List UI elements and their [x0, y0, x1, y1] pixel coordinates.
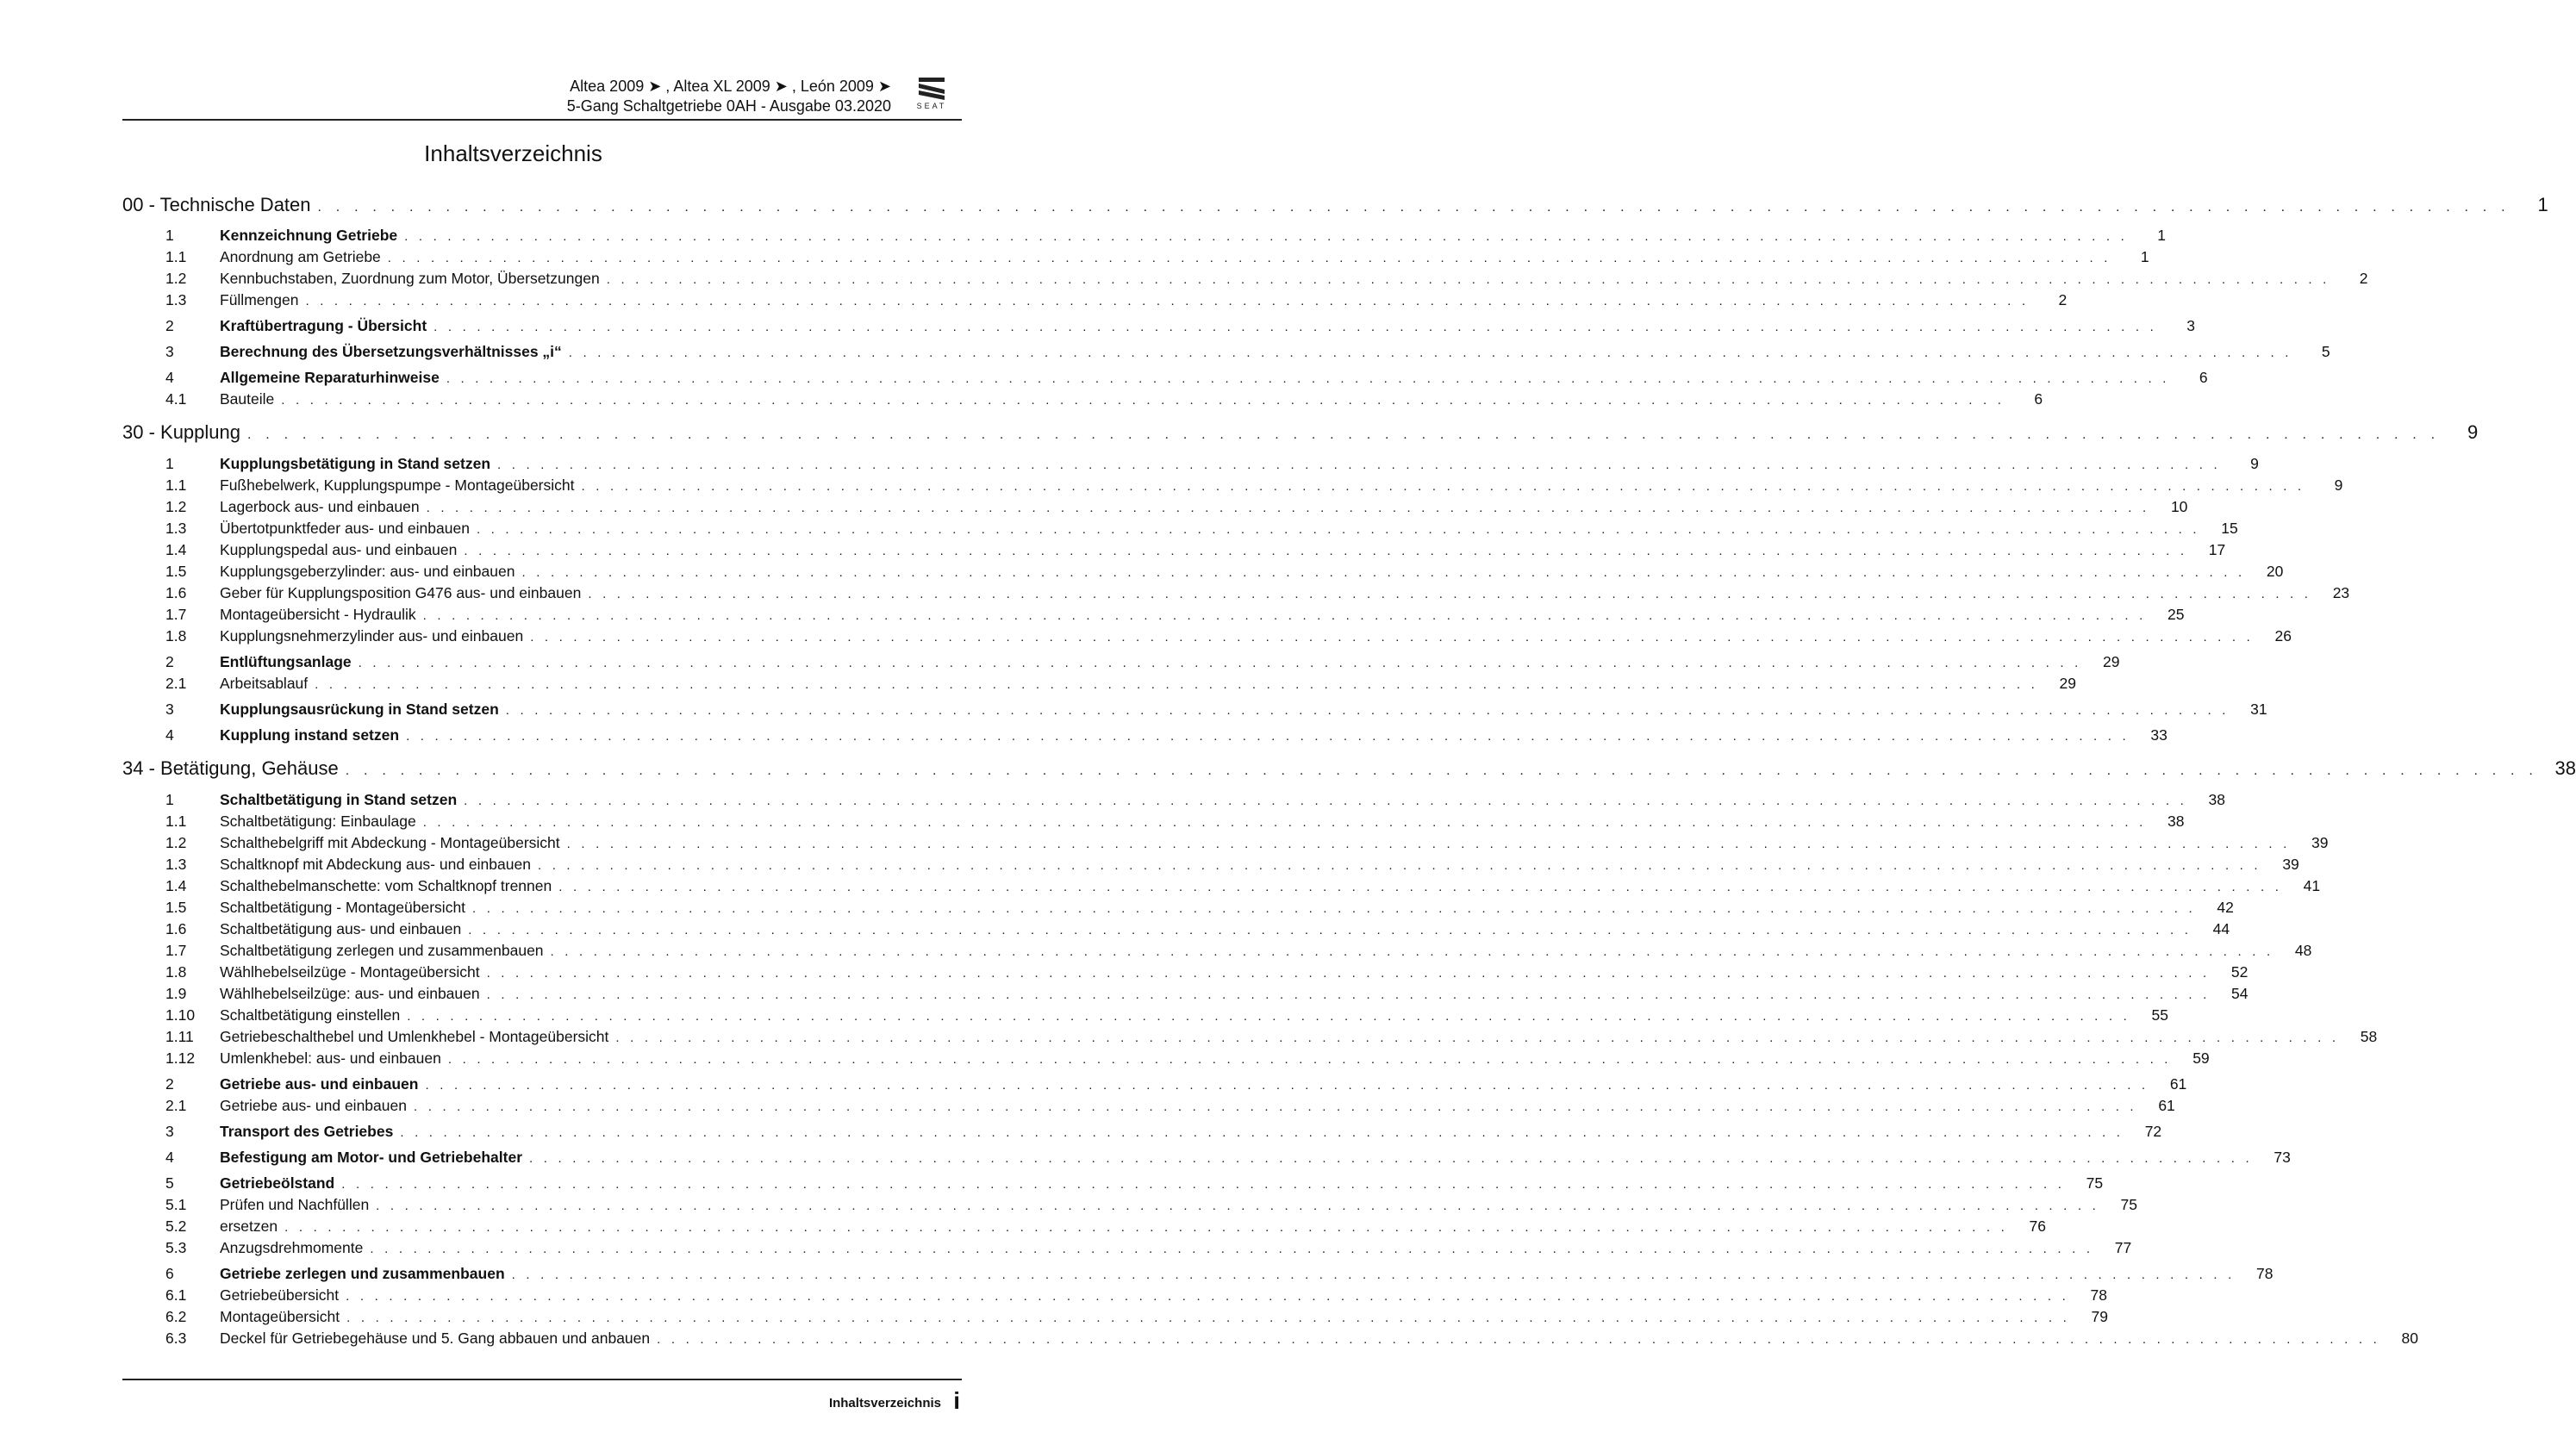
toc-entry[interactable] [122, 854, 2299, 876]
toc-leader-dots: . . . . . . . . . . . . . . . . . . . . . . . . . . . . . . . . . . . . . . . . . . . . . . . . . . . . . . . . . . . . . . . . . . . . . . . . . . . . . . . . . . . . . . . . . . . . . . . . . . . . . . . . . . . . . . . . . . . . . . . . [606, 272, 2330, 287]
toc-entry-title: Schaltbetätigung in Stand setzen [220, 791, 458, 808]
toc-entry[interactable] [122, 699, 2267, 721]
toc-entry-number: 1 [165, 227, 174, 244]
toc-entry-title: Arbeitsablauf [220, 675, 309, 692]
toc-entry-page: 76 [2029, 1217, 2046, 1235]
toc-entry-page: 29 [2059, 675, 2076, 692]
toc-leader-dots: . . . . . . . . . . . . . . . . . . . . . . . . . . . . . . . . . . . . . . . . . . . . . . . . . . . . . . . . . . . . . . . . . . . . . . . . . . . . . . . . . . . . . . . . . . . . . . . . . . . . . . . . . . . . . . . . . . . . . . . . [464, 794, 2187, 808]
toc-leader-dots: . . . . . . . . . . . . . . . . . . . . . . . . . . . . . . . . . . . . . . . . . . . . . . . . . . . . . . . . . . . . . . . . . . . . . . . . . . . . . . . . . . . . . . . . . . . . . . . . . . . . . . . . . . . . . . . . . . . . . . . . [422, 608, 2147, 623]
toc-entry-title: Kupplungsnehmerzylinder aus- und einbauen [220, 627, 524, 645]
toc-entry-number: 5.2 [165, 1217, 187, 1235]
toc-entry-page: 39 [2282, 856, 2299, 873]
toc-entry-number: 3 [165, 701, 174, 718]
toc-entry-title: Kraftübertragung - Übersicht [220, 317, 427, 334]
toc-leader-dots: . . . . . . . . . . . . . . . . . . . . . . . . . . . . . . . . . . . . . . . . . . . . . . . . . . . . . . . . . . . . . . . . . . . . . . . . . . . . . . . . . . . . . . . . . . . . . . . . . . . . . . . . . . . . . . . . . . . . . . . . [497, 458, 2221, 472]
toc-entry[interactable] [122, 1328, 2418, 1350]
toc-entry-title: Schaltbetätigung - Montageübersicht [220, 899, 466, 916]
toc-entry-page: 52 [2230, 963, 2249, 981]
toc-entry[interactable] [122, 1194, 2137, 1217]
toc-leader-dots: . . . . . . . . . . . . . . . . . . . . . . . . . . . . . . . . . . . . . . . . . . . . . . . . . . . . . . . . . . . . . . . . . . . . . . . . . . . . . . . . . . . . . . . . . . . . . . . . . . . . . . . . . . . . . . . . . . . . . . . . [425, 1078, 2149, 1093]
toc-entry-page: 75 [2120, 1196, 2137, 1213]
toc-entry-number: 2.1 [165, 675, 187, 692]
toc-leader-dots: . . . . . . . . . . . . . . . . . . . . . . . . . . . . . . . . . . . . . . . . . . . . . . . . . . . . . . . . . . . . . . . . . . . . . . . . . . . . . . . . . . . . . . . . . . . . . . . . . . . . . . . . . . . . . . . . . . . . . . . . [486, 966, 2211, 981]
toc-entry[interactable] [122, 582, 2350, 605]
toc-entry-number: 1.3 [165, 856, 187, 873]
toc-leader-dots: . . . . . . . . . . . . . . . . . . . . . . . . . . . . . . . . . . . . . . . . . . . . . . . . . . . . . . . . . . . . . . . . . . . . . . . . . . . . . . . . . . . . . . . . . . . . . . . . . . . . . . . . . . . . . . . . . . . . . . . . [615, 1031, 2340, 1045]
toc-entry-number: 4.1 [165, 390, 187, 408]
toc-leader-dots: . . . . . . . . . . . . . . . . . . . . . . . . . . . . . . . . . . . . . . . . . . . . . . . . . . . . . . . . . . . . . . . . . . . . . . . . . . . . . . . . . . . . . . . . . . . . . . . . . . . . . . . . . . . . . . . . . . . . . . . . [558, 880, 2283, 894]
toc-entry-title: Anzugsdrehmomente [220, 1239, 364, 1256]
toc-entry-title: 30 - Kupplung [122, 421, 240, 443]
toc-leader-dots: . . . . . . . . . . . . . . . . . . . . . . . . . . . . . . . . . . . . . . . . . . . . . . . . . . . . . . . . . . . . . . . . . . . . . . . . . . . . . . . . . . . . . . . . . . . . . . . . . . . . . . . . . . . . . . . . . . . . . . . . [341, 1177, 2066, 1192]
toc-entry[interactable] [122, 1216, 2046, 1238]
toc-entry-page: 26 [2274, 627, 2292, 645]
document-title: Inhaltsverzeichnis [424, 140, 602, 166]
toc-entry-title: Befestigung am Motor- und Getriebehalter [220, 1149, 522, 1166]
toc-entry-title: Montageübersicht [220, 1308, 340, 1325]
toc-entry-title: Geber für Kupplungsposition G476 aus- und einbauen [220, 584, 582, 601]
toc-entry-page: 79 [2091, 1308, 2108, 1325]
toc-entry-title: Anordnung am Getriebe [220, 248, 381, 265]
toc-entry-title: Kupplungsausrückung in Stand setzen [220, 701, 499, 718]
toc-entry[interactable] [122, 940, 2312, 962]
toc-leader-dots: . . . . . . . . . . . . . . . . . . . . . . . . . . . . . . . . . . . . . . . . . . . . . . . . . . . . . . . . . . . . . . . . . . . . . . . . . . . . . . . . . . . . . . . . . . . . . . . . . . . . . . . . . . . . . . . . . . . . . . . . [400, 1125, 2124, 1140]
toc-entry-number: 1.3 [165, 520, 187, 537]
toc-entry-title: Deckel für Getriebegehäuse und 5. Gang abbauen und anbauen [220, 1330, 651, 1347]
toc-entry-title: Kupplung instand setzen [220, 726, 400, 744]
toc-entry[interactable] [122, 651, 2120, 674]
toc-entry[interactable] [122, 518, 2238, 540]
toc-entry-page: 58 [2360, 1028, 2378, 1045]
page-header [122, 74, 962, 121]
toc-entry-page: 39 [2311, 834, 2329, 851]
toc-leader-dots: . . . . . . . . . . . . . . . . . . . . . . . . . . . . . . . . . . . . . . . . . . . . . . . . . . . . . . . . . . . . . . . . . . . . . . . . . . . . . . . . . . . . . . . . . . . . . . . . . . . . . . . . . . . . . . . . . . . . . . . . [472, 901, 2196, 916]
toc-entry-title: 00 - Technische Daten [122, 194, 311, 215]
toc-entry-number: 4 [165, 369, 174, 386]
toc-entry-title: Umlenkhebel: aus- und einbauen [220, 1049, 441, 1067]
toc-leader-dots: . . . . . . . . . . . . . . . . . . . . . . . . . . . . . . . . . . . . . . . . . . . . . . . . . . . . . . . . . . . . . . . . . . . . . . . . . . . . . . . . . . . . . . . . . . . . . . . . . . . . . . . . . . . . . . . . . . . . . . . . [406, 729, 2130, 744]
toc-entry[interactable] [122, 1306, 2108, 1329]
toc-entry-title: Prüfen und Nachfüllen [220, 1196, 370, 1213]
toc-entry-page: 78 [2256, 1265, 2273, 1282]
toc-leader-dots: . . . . . . . . . . . . . . . . . . . . . . . . . . . . . . . . . . . . . . . . . . . . . . . . . . . . . . . . . . . . . . . . . . . . . . . . . . . . . . . . . . . . . . . . . . . . . . . . . . . . . . . . . . . . . . . . . . . . . . . . [317, 200, 2511, 215]
toc-entry-title: Füllmengen [220, 291, 299, 308]
toc-entry-number: 1.7 [165, 942, 187, 959]
toc-entry[interactable] [122, 725, 2167, 747]
toc-entry[interactable] [122, 1121, 2162, 1143]
toc-entry-page: 23 [2332, 584, 2350, 601]
toc-entry-title: Getriebe aus- und einbauen [220, 1075, 419, 1093]
toc-entry-number: 1.8 [165, 963, 187, 981]
toc-entry-title: Getriebeschalthebel und Umlenkhebel - Montageübersicht [220, 1028, 609, 1045]
toc-entry-number: 2.1 [165, 1097, 187, 1114]
toc-entry[interactable] [122, 475, 2343, 497]
toc-entry-number: 1.1 [165, 248, 187, 265]
toc-entry-number: 1.12 [165, 1049, 196, 1067]
toc-entry-page: 9 [2467, 421, 2479, 443]
toc-entry-title: Getriebe aus- und einbauen [220, 1097, 407, 1114]
toc-leader-dots: . . . . . . . . . . . . . . . . . . . . . . . . . . . . . . . . . . . . . . . . . . . . . . . . . . . . . . . . . . . . . . . . . . . . . . . . . . . . . . . . . . . . . . . . . . . . . . . . . . . . . . . . . . . . . . . . . . . . . . . . [305, 294, 2030, 308]
toc-leader-dots: . . . . . . . . . . . . . . . . . . . . . . . . . . . . . . . . . . . . . . . . . . . . . . . . . . . . . . . . . . . . . . . . . . . . . . . . . . . . . . . . . . . . . . . . . . . . . . . . . . . . . . . . . . . . . . . . . . . . . . . . [588, 587, 2312, 601]
toc-entry[interactable] [122, 539, 2226, 562]
toc-entry-number: 1.6 [165, 584, 187, 601]
toc-entry-title: Lagerbock aus- und einbauen [220, 498, 420, 515]
toc-entry-number: 1.9 [165, 985, 187, 1002]
page-footer [122, 1379, 962, 1414]
toc-entry-page: 1 [2157, 227, 2166, 244]
toc-entry-title: Getriebeübersicht [220, 1286, 340, 1304]
toc-entry-page: 38 [2554, 757, 2576, 779]
toc-entry-number: 1.1 [165, 476, 187, 494]
toc-entry-number: 2 [165, 317, 174, 334]
toc-entry-page: 72 [2144, 1123, 2162, 1140]
footer-label: Inhaltsverzeichnis [828, 1396, 941, 1411]
toc-entry-page: 73 [2273, 1149, 2291, 1166]
logo-wordmark: SEAT [916, 102, 947, 110]
toc-entry-number: 3 [165, 343, 174, 360]
toc-entry[interactable] [122, 897, 2234, 919]
toc-entry-page: 77 [2114, 1239, 2132, 1256]
toc-entry[interactable] [122, 225, 2166, 247]
toc-entry-page: 41 [2303, 877, 2321, 894]
toc-entry[interactable] [122, 1026, 2378, 1049]
toc-entry-page: 80 [2401, 1330, 2418, 1347]
toc-leader-dots: . . . . . . . . . . . . . . . . . . . . . . . . . . . . . . . . . . . . . . . . . . . . . . . . . . . . . . . . . . . . . . . . . . . . . . . . . . . . . . . . . . . . . . . . . . . . . . . . . . . . . . . . . . . . . . . . . . . . . . . . [447, 1052, 2172, 1067]
toc-leader-dots: . . . . . . . . . . . . . . . . . . . . . . . . . . . . . . . . . . . . . . . . . . . . . . . . . . . . . . . . . . . . . . . . . . . . . . . . . . . . . . . . . . . . . . . . . . . . . . . . . . . . . . . . . . . . . . . . . . . . . . . . [422, 815, 2147, 830]
toc-entry-number: 6.2 [165, 1308, 187, 1325]
toc-entry-title: Getriebeölstand [220, 1174, 335, 1192]
toc-entry-title: Wählhebelseilzüge: aus- und einbauen [220, 985, 480, 1002]
toc-leader-dots: . . . . . . . . . . . . . . . . . . . . . . . . . . . . . . . . . . . . . . . . . . . . . . . . . . . . . . . . . . . . . . . . . . . . . . . . . . . . . . . . . . . . . . . . . . . . . . . . . . . . . . . . . . . . . . . . . . . . . . . . [530, 630, 2255, 645]
toc-entry-number: 3 [165, 1123, 174, 1140]
toc-entry-title: Schaltbetätigung aus- und einbauen [220, 920, 462, 937]
toc-leader-dots: . . . . . . . . . . . . . . . . . . . . . . . . . . . . . . . . . . . . . . . . . . . . . . . . . . . . . . . . . . . . . . . . . . . . . . . . . . . . . . . . . . . . . . . . . . . . . . . . . . . . . . . . . . . . . . . . . . . . . . . . [284, 1220, 2008, 1235]
toc-entry-title: Entlüftungsanlage [220, 653, 352, 670]
toc-leader-dots: . . . . . . . . . . . . . . . . . . . . . . . . . . . . . . . . . . . . . . . . . . . . . . . . . . . . . . . . . . . . . . . . . . . . . . . . . . . . . . . . . . . . . . . . . . . . . . . . . . . . . . . . . . . . . . . . . . . . . . . . [511, 1267, 2236, 1282]
toc-entry[interactable] [122, 1095, 2175, 1118]
toc-entry-title: ersetzen [220, 1217, 278, 1235]
toc-entry[interactable] [122, 1237, 2132, 1260]
toc-leader-dots: . . . . . . . . . . . . . . . . . . . . . . . . . . . . . . . . . . . . . . . . . . . . . . . . . . . . . . . . . . . . . . . . . . . . . . . . . . . . . . . . . . . . . . . . . . . . . . . . . . . . . . . . . . . . . . . . . . . . . . . . [413, 1099, 2137, 1114]
toc-entry-page: 31 [2250, 701, 2267, 718]
toc-entry[interactable] [122, 673, 2076, 695]
toc-entry-page: 1 [2537, 194, 2548, 215]
toc-entry[interactable] [122, 1173, 2104, 1195]
toc-entry-page: 15 [2221, 520, 2238, 537]
header-edition: 5-Gang Schaltgetriebe 0AH - Ausgabe 03.2020 [566, 97, 891, 115]
toc-entry-title: Wählhebelseilzüge - Montageübersicht [220, 963, 480, 981]
toc-entry-title: Schaltbetätigung: Einbaulage [220, 813, 416, 830]
toc-chapter[interactable] [122, 757, 2576, 784]
toc-leader-dots: . . . . . . . . . . . . . . . . . . . . . . . . . . . . . . . . . . . . . . . . . . . . . . . . . . . . . . . . . . . . . . . . . . . . . . . . . . . . . . . . . . . . . . . . . . . . . . . . . . . . . . . . . . . . . . . . . . . . . . . . [486, 987, 2211, 1002]
toc-entry-page: 42 [2217, 899, 2234, 916]
toc-entry-title: Berechnung des Übersetzungsverhältnisses „i“ [220, 343, 562, 360]
toc-entry-page: 33 [2150, 726, 2167, 744]
toc-entry[interactable] [122, 875, 2321, 898]
toc-entry[interactable] [122, 604, 2185, 626]
toc-leader-dots: . . . . . . . . . . . . . . . . . . . . . . . . . . . . . . . . . . . . . . . . . . . . . . . . . . . . . . . . . . . . . . . . . . . . . . . . . . . . . . . . . . . . . . . . . . . . . . . . . . . . . . . . . . . . . . . . . . . . . . . . [464, 544, 2188, 558]
toc-leader-dots: . . . . . . . . . . . . . . . . . . . . . . . . . . . . . . . . . . . . . . . . . . . . . . . . . . . . . . . . . . . . . . . . . . . . . . . . . . . . . . . . . . . . . . . . . . . . . . . . . . . . . . . . . . . . . . . . . . . . . . . . [346, 1289, 2069, 1304]
toc-entry-page: 20 [2266, 563, 2284, 580]
toc-entry-page: 38 [2167, 813, 2185, 830]
toc-entry-number: 1.6 [165, 920, 187, 937]
toc-entry-page: 3 [2186, 317, 2195, 334]
toc-entry-title: 34 - Betätigung, Gehäuse [122, 757, 339, 779]
toc-leader-dots: . . . . . . . . . . . . . . . . . . . . . . . . . . . . . . . . . . . . . . . . . . . . . . . . . . . . . . . . . . . . . . . . . . . . . . . . . . . . . . . . . . . . . . . . . . . . . . . . . . . . . . . . . . . . . . . . . . . . . . . . [358, 656, 2082, 670]
toc-entry[interactable] [122, 962, 2249, 984]
toc-entry-number: 1.10 [165, 1006, 196, 1024]
seat-logo-icon [905, 76, 958, 110]
toc-entry-number: 1.7 [165, 606, 187, 623]
toc-entry-page: 2 [2359, 270, 2368, 287]
toc-entry[interactable] [122, 1147, 2291, 1169]
toc-entry[interactable] [122, 1048, 2210, 1070]
toc-entry[interactable] [122, 1005, 2169, 1027]
toc-leader-dots: . . . . . . . . . . . . . . . . . . . . . . . . . . . . . . . . . . . . . . . . . . . . . . . . . . . . . . . . . . . . . . . . . . . . . . . . . . . . . . . . . . . . . . . . . . . . . . . . . . . . . . . . . . . . . . . . . . . . . . . . [404, 229, 2128, 244]
toc-entry[interactable] [122, 789, 2225, 812]
toc-entry-page: 29 [2103, 653, 2120, 670]
toc-entry-number: 5 [165, 1174, 174, 1192]
toc-entry[interactable] [122, 561, 2284, 583]
toc-entry-page: 75 [2086, 1174, 2104, 1192]
toc-entry-title: Schaltbetätigung einstellen [220, 1006, 401, 1024]
toc-entry-title: Fußhebelwerk, Kupplungspumpe - Montageübersicht [220, 476, 575, 494]
toc-entry-title: Schalthebelmanschette: vom Schaltknopf trennen [220, 877, 552, 894]
toc-leader-dots: . . . . . . . . . . . . . . . . . . . . . . . . . . . . . . . . . . . . . . . . . . . . . . . . . . . . . . . . . . . . . . . . . . . . . . . . . . . . . . . . . . . . . . . . . . . . . . . . . . . . . . . . . . . . . . . . . . . . . . . . [657, 1332, 2380, 1347]
toc-entry[interactable] [122, 919, 2230, 941]
toc-entry[interactable] [122, 496, 2188, 519]
toc-entry-title: Kupplungsgeberzylinder: aus- und einbauen [220, 563, 515, 580]
toc-entry[interactable] [122, 1263, 2273, 1286]
toc-entry-title: Kupplungspedal aus- und einbauen [220, 541, 458, 558]
toc-entry-title: Getriebe zerlegen und zusammenbauen [220, 1265, 505, 1282]
toc-entry-page: 17 [2208, 541, 2226, 558]
toc-chapter[interactable] [122, 421, 2479, 448]
toc-entry-page: 25 [2167, 606, 2185, 623]
toc-leader-dots: . . . . . . . . . . . . . . . . . . . . . . . . . . . . . . . . . . . . . . . . . . . . . . . . . . . . . . . . . . . . . . . . . . . . . . . . . . . . . . . . . . . . . . . . . . . . . . . . . . . . . . . . . . . . . . . . . . . . . . . . [346, 1311, 2070, 1325]
toc-entry[interactable] [122, 983, 2249, 1006]
header-models: Altea 2009 ➤ , Altea XL 2009 ➤ , León 2009 ➤ [570, 78, 891, 95]
toc-leader-dots: . . . . . . . . . . . . . . . . . . . . . . . . . . . . . . . . . . . . . . . . . . . . . . . . . . . . . . . . . . . . . . . . . . . . . . . . . . . . . . . . . . . . . . . . . . . . . . . . . . . . . . . . . . . . . . . . . . . . . . . . [537, 858, 2261, 873]
toc-leader-dots: . . . . . . . . . . . . . . . . . . . . . . . . . . . . . . . . . . . . . . . . . . . . . . . . . . . . . . . . . . . . . . . . . . . . . . . . . . . . . . . . . . . . . . . . . . . . . . . . . . . . . . . . . . . . . . . . . . . . . . . . [568, 346, 2292, 360]
toc-leader-dots: . . . . . . . . . . . . . . . . . . . . . . . . . . . . . . . . . . . . . . . . . . . . . . . . . . . . . . . . . . . . . . . . . . . . . . . . . . . . . . . . . . . . . . . . . . . . . . . . . . . . . . . . . . . . . . . . . . . . . . . . [566, 837, 2291, 851]
toc-entry-title: Kupplungsbetätigung in Stand setzen [220, 455, 491, 472]
toc-entry[interactable] [122, 290, 2068, 312]
toc-entry-title: Bauteile [220, 390, 275, 408]
toc-leader-dots: . . . . . . . . . . . . . . . . . . . . . . . . . . . . . . . . . . . . . . . . . . . . . . . . . . . . . . . . . . . . . . . . . . . . . . . . . . . . . . . . . . . . . . . . . . . . . . . . . . . . . . . . . . . . . . . . . . . . . . . . [505, 703, 2230, 718]
toc-leader-dots: . . . . . . . . . . . . . . . . . . . . . . . . . . . . . . . . . . . . . . . . . . . . . . . . . . . . . . . . . . . . . . . . . . . . . . . . . . . . . . . . . . . . . . . . . . . . . . . . . . . . . . . . . . . . . . . . . . . . . . . . [476, 522, 2200, 537]
toc-entry-page: 9 [2250, 455, 2259, 472]
toc-leader-dots: . . . . . . . . . . . . . . . . . . . . . . . . . . . . . . . . . . . . . . . . . . . . . . . . . . . . . . . . . . . . . . . . . . . . . . . . . . . . . . . . . . . . . . . . . . . . . . . . . . . . . . . . . . . . . . . . . . . . . . . . [370, 1242, 2094, 1256]
toc-entry-number: 1 [165, 455, 174, 472]
toc-entry-page: 54 [2230, 985, 2249, 1002]
toc-entry-title: Übertotpunktfeder aus- und einbauen [220, 520, 470, 537]
toc-entry-page: 44 [2212, 920, 2230, 937]
toc-entry-number: 1.4 [165, 877, 187, 894]
toc-entry[interactable] [122, 341, 2330, 364]
toc-entry-number: 1.3 [165, 291, 187, 308]
toc-entry-page: 9 [2334, 476, 2343, 494]
toc-entry-title: Schaltbetätigung zerlegen und zusammenbauen [220, 942, 544, 959]
toc-entry-page: 48 [2294, 942, 2312, 959]
toc-entry-page: 55 [2151, 1006, 2169, 1024]
toc-entry[interactable] [122, 389, 2043, 411]
toc-leader-dots: . . . . . . . . . . . . . . . . . . . . . . . . . . . . . . . . . . . . . . . . . . . . . . . . . . . . . . . . . . . . . . . . . . . . . . . . . . . . . . . . . . . . . . . . . . . . . . . . . . . . . . . . . . . . . . . . . . . . . . . . [433, 320, 2157, 334]
toc-entry-number: 2 [165, 653, 174, 670]
toc-entry-page: 38 [2208, 791, 2225, 808]
toc-entry-page: 10 [2170, 498, 2188, 515]
toc-entry-title: Montageübersicht - Hydraulik [220, 606, 416, 623]
toc-leader-dots: . . . . . . . . . . . . . . . . . . . . . . . . . . . . . . . . . . . . . . . . . . . . . . . . . . . . . . . . . . . . . . . . . . . . . . . . . . . . . . . . . . . . . . . . . . . . . . . . . . . . . . . . . . . . . . . . . . . . . . . . [376, 1199, 2099, 1213]
toc-entry-number: 5.1 [165, 1196, 187, 1213]
toc-leader-dots: . . . . . . . . . . . . . . . . . . . . . . . . . . . . . . . . . . . . . . . . . . . . . . . . . . . . . . . . . . . . . . . . . . . . . . . . . . . . . . . . . . . . . . . . . . . . . . . . . . . . . . . . . . . . . . . . . . . . . . . . [550, 944, 2274, 959]
toc-leader-dots: . . . . . . . . . . . . . . . . . . . . . . . . . . . . . . . . . . . . . . . . . . . . . . . . . . . . . . . . . . . . . . . . . . . . . . . . . . . . . . . . . . . . . . . . . . . . . . . . . . . . . . . . . . . . . . . . . . . . . . . . [281, 393, 2005, 408]
toc-entry[interactable] [122, 1285, 2107, 1307]
toc-entry-number: 6.1 [165, 1286, 187, 1304]
toc-leader-dots: . . . . . . . . . . . . . . . . . . . . . . . . . . . . . . . . . . . . . . . . . . . . . . . . . . . . . . . . . . . . . . . . . . . . . . . . . . . . . . . . . . . . . . . . . . . . . . . . . . . . . . . . . . . . . . . . . . . . . . . . [345, 763, 2538, 778]
toc-entry-number: 2 [165, 1075, 174, 1093]
toc-entry-title: Allgemeine Reparaturhinweise [220, 369, 440, 386]
toc-entry-page: 1 [2140, 248, 2149, 265]
toc-entry-number: 1.11 [165, 1028, 194, 1045]
toc-entry-page: 2 [2058, 291, 2068, 308]
toc-entry[interactable] [122, 315, 2195, 338]
toc-entry-number: 1.5 [165, 563, 187, 580]
toc-entry[interactable] [122, 832, 2329, 855]
toc-entry-number: 6.3 [165, 1330, 187, 1347]
toc-entry[interactable] [122, 453, 2259, 476]
toc-entry-page: 78 [2090, 1286, 2107, 1304]
toc-leader-dots: . . . . . . . . . . . . . . . . . . . . . . . . . . . . . . . . . . . . . . . . . . . . . . . . . . . . . . . . . . . . . . . . . . . . . . . . . . . . . . . . . . . . . . . . . . . . . . . . . . . . . . . . . . . . . . . . . . . . . . . . [529, 1151, 2253, 1166]
toc-entry-number: 4 [165, 726, 174, 744]
footer-page-number: i [953, 1387, 960, 1414]
toc-entry-title: Kennbuchstaben, Zuordnung zum Motor, Übersetzungen [220, 270, 600, 287]
toc-entry-page: 5 [2321, 343, 2330, 360]
toc-entry-title: Kennzeichnung Getriebe [220, 227, 398, 244]
toc-leader-dots: . . . . . . . . . . . . . . . . . . . . . . . . . . . . . . . . . . . . . . . . . . . . . . . . . . . . . . . . . . . . . . . . . . . . . . . . . . . . . . . . . . . . . . . . . . . . . . . . . . . . . . . . . . . . . . . . . . . . . . . . [521, 565, 2246, 580]
toc-leader-dots: . . . . . . . . . . . . . . . . . . . . . . . . . . . . . . . . . . . . . . . . . . . . . . . . . . . . . . . . . . . . . . . . . . . . . . . . . . . . . . . . . . . . . . . . . . . . . . . . . . . . . . . . . . . . . . . . . . . . . . . . [387, 251, 2111, 265]
toc-entry-number: 1.2 [165, 498, 187, 515]
toc-entry-number: 6 [165, 1265, 174, 1282]
toc-entry-page: 6 [2034, 390, 2043, 408]
toc-chapter[interactable] [122, 194, 2548, 221]
toc-entry-title: Schalthebelgriff mit Abdeckung - Montageübersicht [220, 834, 560, 851]
toc-entry-page: 61 [2169, 1075, 2187, 1093]
header-text [567, 77, 891, 116]
toc-leader-dots: . . . . . . . . . . . . . . . . . . . . . . . . . . . . . . . . . . . . . . . . . . . . . . . . . . . . . . . . . . . . . . . . . . . . . . . . . . . . . . . . . . . . . . . . . . . . . . . . . . . . . . . . . . . . . . . . . . . . . . . . [407, 1009, 2131, 1024]
toc-entry-number: 1 [165, 791, 174, 808]
toc-leader-dots: . . . . . . . . . . . . . . . . . . . . . . . . . . . . . . . . . . . . . . . . . . . . . . . . . . . . . . . . . . . . . . . . . . . . . . . . . . . . . . . . . . . . . . . . . . . . . . . . . . . . . . . . . . . . . . . . . . . . . . . . [581, 479, 2305, 494]
toc-entry-number: 1.2 [165, 834, 187, 851]
toc-entry-number: 4 [165, 1149, 174, 1166]
toc-entry[interactable] [122, 268, 2368, 290]
toc-entry-number: 1.2 [165, 270, 187, 287]
toc-entry-title: Transport des Getriebes [220, 1123, 394, 1140]
toc-entry-number: 1.1 [165, 813, 187, 830]
toc-entry[interactable] [122, 367, 2208, 389]
toc-leader-dots: . . . . . . . . . . . . . . . . . . . . . . . . . . . . . . . . . . . . . . . . . . . . . . . . . . . . . . . . . . . . . . . . . . . . . . . . . . . . . . . . . . . . . . . . . . . . . . . . . . . . . . . . . . . . . . . . . . . . . . . . [426, 501, 2150, 515]
toc-entry-number: 1.4 [165, 541, 187, 558]
toc-leader-dots: . . . . . . . . . . . . . . . . . . . . . . . . . . . . . . . . . . . . . . . . . . . . . . . . . . . . . . . . . . . . . . . . . . . . . . . . . . . . . . . . . . . . . . . . . . . . . . . . . . . . . . . . . . . . . . . . . . . . . . . . [247, 427, 2441, 442]
toc-entry-page: 6 [2199, 369, 2208, 386]
toc-entry-number: 5.3 [165, 1239, 187, 1256]
toc-entry-page: 59 [2192, 1049, 2210, 1067]
toc-entry-title: Schaltknopf mit Abdeckung aus- und einbauen [220, 856, 531, 873]
toc-entry[interactable] [122, 246, 2149, 269]
toc-leader-dots: . . . . . . . . . . . . . . . . . . . . . . . . . . . . . . . . . . . . . . . . . . . . . . . . . . . . . . . . . . . . . . . . . . . . . . . . . . . . . . . . . . . . . . . . . . . . . . . . . . . . . . . . . . . . . . . . . . . . . . . . [468, 923, 2192, 937]
toc-entry-number: 1.8 [165, 627, 187, 645]
toc-leader-dots: . . . . . . . . . . . . . . . . . . . . . . . . . . . . . . . . . . . . . . . . . . . . . . . . . . . . . . . . . . . . . . . . . . . . . . . . . . . . . . . . . . . . . . . . . . . . . . . . . . . . . . . . . . . . . . . . . . . . . . . . [315, 677, 2038, 692]
toc-leader-dots: . . . . . . . . . . . . . . . . . . . . . . . . . . . . . . . . . . . . . . . . . . . . . . . . . . . . . . . . . . . . . . . . . . . . . . . . . . . . . . . . . . . . . . . . . . . . . . . . . . . . . . . . . . . . . . . . . . . . . . . . [446, 371, 2170, 386]
toc-entry[interactable] [122, 1074, 2187, 1096]
toc-entry-page: 61 [2158, 1097, 2175, 1114]
toc-entry[interactable] [122, 811, 2185, 833]
toc-entry-number: 1.5 [165, 899, 187, 916]
toc-entry[interactable] [122, 626, 2292, 648]
